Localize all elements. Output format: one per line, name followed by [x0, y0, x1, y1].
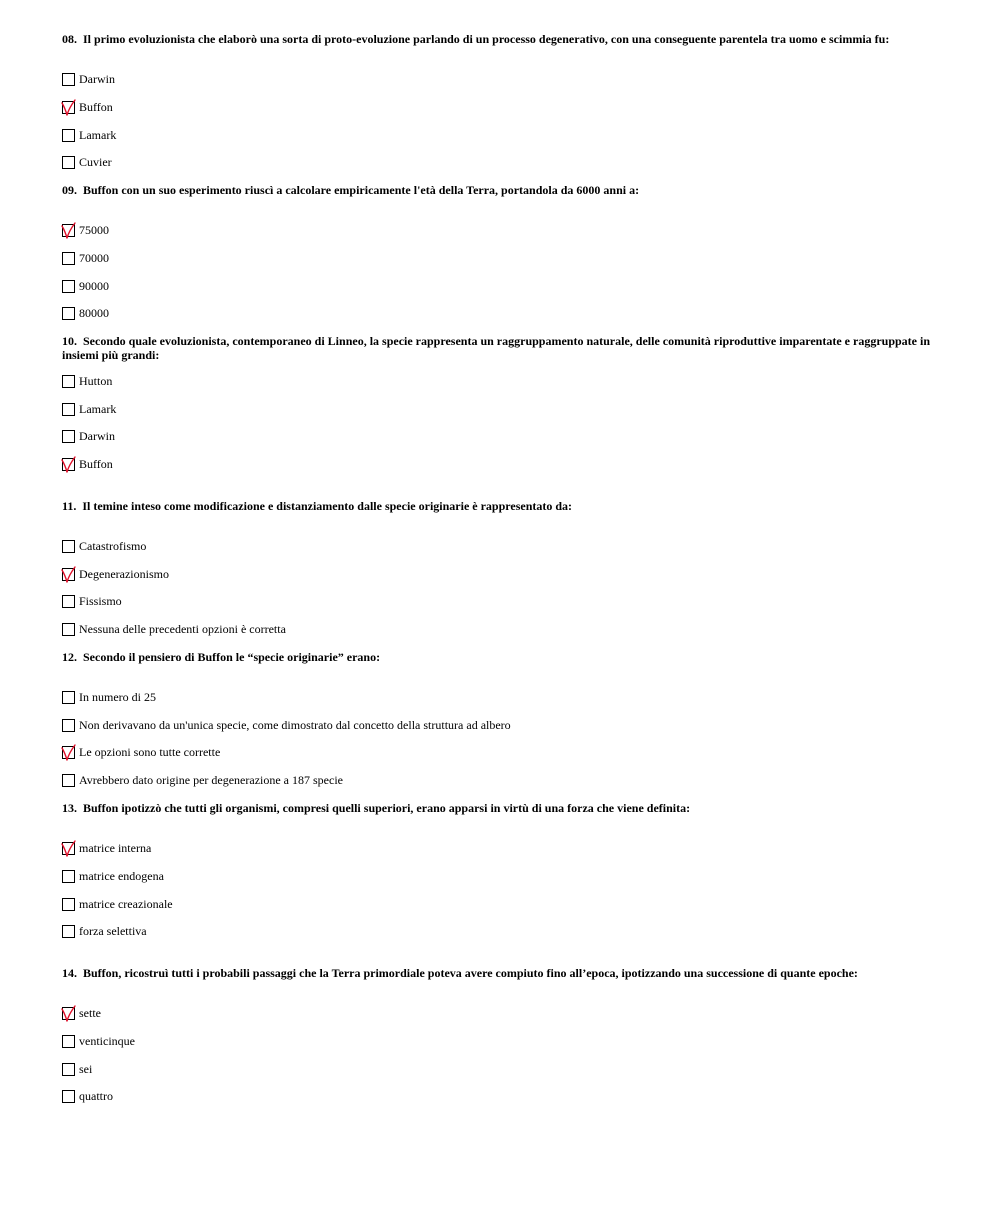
option-item[interactable] [62, 717, 511, 733]
question-number: 11. [62, 499, 77, 513]
option-item[interactable] [62, 305, 109, 321]
checkbox[interactable] [62, 280, 75, 293]
question-13 [62, 801, 942, 938]
checkbox[interactable] [62, 1007, 75, 1020]
checkbox[interactable] [62, 925, 75, 938]
checkbox[interactable] [62, 842, 75, 855]
option-item[interactable] [62, 689, 156, 705]
question-12 [62, 650, 942, 787]
checkbox[interactable] [62, 156, 75, 169]
option-label: Darwin [79, 72, 115, 86]
option-item[interactable] [62, 1061, 92, 1077]
checkbox[interactable] [62, 252, 75, 265]
question-text: Buffon con un suo esperimento riuscì a calcolare empiricamente l'età della Terra, portandola da 6000 anni a: [83, 183, 640, 197]
option-label: Avrebbero dato origine per degenerazione a 187 specie [79, 773, 343, 787]
option-item[interactable] [62, 566, 169, 582]
option-item[interactable] [62, 99, 113, 115]
checkbox[interactable] [62, 691, 75, 704]
checkbox[interactable] [62, 129, 75, 142]
checkbox[interactable] [62, 746, 75, 759]
check-mark-icon [61, 840, 77, 857]
option-item[interactable] [62, 840, 151, 856]
question-number: 10. [62, 334, 77, 348]
option-label: Darwin [79, 429, 115, 443]
question-number: 13. [62, 801, 77, 815]
checkbox[interactable] [62, 307, 75, 320]
option-item[interactable] [62, 896, 173, 912]
checkbox[interactable] [62, 540, 75, 553]
question-number: 09. [62, 183, 77, 197]
option-item[interactable] [62, 923, 147, 939]
option-item[interactable] [62, 1005, 101, 1021]
option-label: Non derivavano da un'unica specie, come dimostrato dal concetto della struttura ad albero [79, 718, 511, 732]
checkbox[interactable] [62, 101, 75, 114]
checkbox[interactable] [62, 1035, 75, 1048]
checkbox[interactable] [62, 430, 75, 443]
option-item[interactable] [62, 154, 112, 170]
option-label: quattro [79, 1089, 113, 1103]
option-label: matrice interna [79, 841, 152, 855]
question-title [62, 334, 942, 362]
question-11 [62, 499, 942, 636]
option-label: sette [79, 1006, 101, 1020]
option-label: 75000 [79, 223, 109, 237]
checkbox[interactable] [62, 870, 75, 883]
question-title [62, 801, 942, 815]
checkbox[interactable] [62, 1090, 75, 1103]
option-item[interactable] [62, 278, 109, 294]
question-number: 08. [62, 32, 77, 46]
option-label: Buffon [79, 457, 113, 471]
option-item[interactable] [62, 593, 122, 609]
check-mark-icon [61, 456, 77, 473]
check-mark-icon [61, 1005, 77, 1022]
option-item[interactable] [62, 127, 116, 143]
option-label: matrice endogena [79, 869, 164, 883]
question-title [62, 499, 942, 513]
question-title [62, 183, 942, 197]
checkbox[interactable] [62, 458, 75, 471]
question-text: Secondo il pensiero di Buffon le “specie originarie” erano: [83, 650, 381, 664]
option-label: Lamark [79, 402, 117, 416]
option-label: venticinque [79, 1034, 135, 1048]
option-label: Cuvier [79, 155, 112, 169]
option-item[interactable] [62, 401, 116, 417]
option-label: Lamark [79, 128, 117, 142]
option-label: Degenerazionismo [79, 567, 169, 581]
option-item[interactable] [62, 868, 164, 884]
check-mark-icon [61, 744, 77, 761]
question-text: Buffon ipotizzò che tutti gli organismi, compresi quelli superiori, erano apparsi in virtù di una forza che viene definita: [83, 801, 691, 815]
option-label: 70000 [79, 251, 109, 265]
option-label: 90000 [79, 279, 109, 293]
checkbox[interactable] [62, 623, 75, 636]
question-08 [62, 32, 942, 169]
option-label: Hutton [79, 374, 113, 388]
checkbox[interactable] [62, 568, 75, 581]
option-label: Le opzioni sono tutte corrette [79, 745, 221, 759]
option-label: Fissismo [79, 594, 122, 608]
question-title [62, 32, 942, 46]
question-14 [62, 966, 942, 1103]
option-label: forza selettiva [79, 924, 147, 938]
check-mark-icon [61, 566, 77, 583]
checkbox[interactable] [62, 898, 75, 911]
question-text: Buffon, ricostruì tutti i probabili passaggi che la Terra primordiale poteva avere compiuto fino all’epoca, ipotizzando una successione di quante epoche: [83, 966, 858, 980]
checkbox[interactable] [62, 1063, 75, 1076]
option-label: Nessuna delle precedenti opzioni è corretta [79, 622, 286, 636]
option-label: Catastrofismo [79, 539, 147, 553]
checkbox[interactable] [62, 224, 75, 237]
checkbox[interactable] [62, 719, 75, 732]
option-item[interactable] [62, 428, 115, 444]
checkbox[interactable] [62, 375, 75, 388]
question-title [62, 966, 942, 980]
option-label: sei [79, 1062, 93, 1076]
option-label: matrice creazionale [79, 897, 173, 911]
option-item[interactable] [62, 538, 146, 554]
option-label: In numero di 25 [79, 690, 156, 704]
question-text: Secondo quale evoluzionista, contemporaneo di Linneo, la specie rappresenta un raggruppamento naturale, delle comunità riproduttive imparentate e raggruppate in insiemi più grandi: [62, 334, 930, 362]
question-text: Il primo evoluzionista che elaborò una sorta di proto-evoluzione parlando di un processo degenerativo, con una conseguente parentela tra uomo e scimmia fu: [83, 32, 890, 46]
option-item[interactable] [62, 250, 109, 266]
check-mark-icon [61, 99, 77, 116]
option-item[interactable] [62, 373, 112, 389]
option-item[interactable] [62, 1088, 113, 1104]
question-09 [62, 183, 942, 320]
question-10 [62, 334, 942, 471]
question-number: 14. [62, 966, 77, 980]
question-number: 12. [62, 650, 77, 664]
option-item[interactable] [62, 621, 286, 637]
option-item[interactable] [62, 1033, 135, 1049]
option-label: 80000 [79, 306, 109, 320]
option-item[interactable] [62, 71, 115, 87]
check-mark-icon [61, 222, 77, 239]
question-text: Il temine inteso come modificazione e distanziamento dalle specie originarie è rappresentato da: [82, 499, 573, 513]
checkbox[interactable] [62, 595, 75, 608]
option-item[interactable] [62, 222, 109, 238]
checkbox[interactable] [62, 403, 75, 416]
question-title [62, 650, 942, 664]
checkbox[interactable] [62, 73, 75, 86]
option-item[interactable] [62, 772, 343, 788]
checkbox[interactable] [62, 774, 75, 787]
option-item[interactable] [62, 744, 220, 760]
option-label: Buffon [79, 100, 113, 114]
option-item[interactable] [62, 456, 113, 472]
